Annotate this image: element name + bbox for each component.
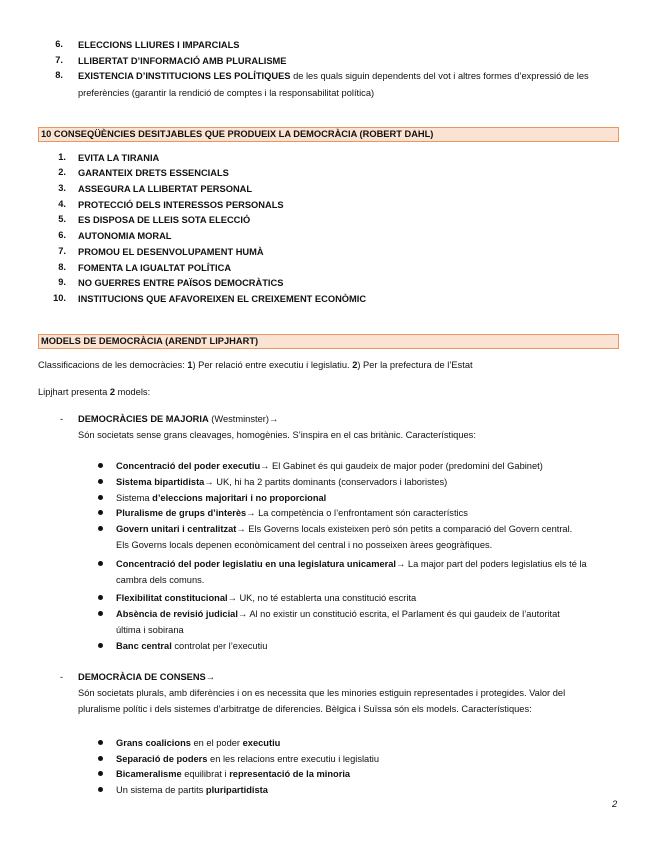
bullet-icon: [98, 611, 103, 616]
list-item: Govern unitari i centralitzat→ Els Governs locals existeixen però són petits a comparació del Govern central.: [116, 524, 573, 534]
models-intro: Lipjhart presenta 2 models:: [38, 387, 151, 397]
list-item: PROMOU EL DESENVOLUPAMENT HUMÀ: [78, 247, 264, 257]
bullet-icon: [98, 495, 103, 500]
list-item-continuation: preferències (garantir la rendició de comptes i la responsabilitat política): [78, 88, 375, 98]
model-title-majoria: DEMOCRÀCIES DE MAJORIA (Westminster)→: [78, 414, 279, 424]
list-number: 7.: [55, 55, 63, 65]
list-number: 6.: [55, 39, 63, 49]
list-number: 8.: [58, 262, 66, 272]
list-item: GARANTEIX DRETS ESSENCIALS: [78, 168, 229, 178]
list-item: PROTECCIÓ DELS INTERESSOS PERSONALS: [78, 200, 284, 210]
list-item-continuation: Els Governs locals depenen econòmicament del central i no posseixen àrees geogràfiques.: [116, 540, 493, 550]
list-item: ASSEGURA LA LLIBERTAT PERSONAL: [78, 184, 253, 194]
list-item: ES DISPOSA DE LLEIS SOTA ELECCIÓ: [78, 215, 251, 225]
list-item: Sistema bipartidista→ UK, hi ha 2 partits dominants (conservadors i laboristes): [116, 477, 448, 487]
list-number: 9.: [58, 277, 66, 287]
list-item: Banc central controlat per l’executiu: [116, 641, 268, 651]
list-item: FOMENTA LA IGUALTAT POLÍTICA: [78, 263, 232, 273]
model-title-consens: DEMOCRÀCIA DE CONSENS→: [78, 672, 216, 682]
list-item: AUTONOMIA MORAL: [78, 231, 172, 241]
bullet-icon: [98, 787, 103, 792]
list-item-continuation: última i sobirana: [116, 625, 184, 635]
bullet-icon: [98, 510, 103, 515]
list-item: LLIBERTAT D’INFORMACIÓ AMB PLURALISME: [78, 56, 287, 66]
list-number: 1.: [58, 152, 66, 162]
list-item-continuation: cambra dels comuns.: [116, 575, 205, 585]
list-item: Un sistema de partits pluripartidista: [116, 785, 268, 795]
bullet-icon: [98, 771, 103, 776]
bullet-icon: [98, 526, 103, 531]
dash-marker: -: [60, 672, 64, 682]
list-item: Sistema d’eleccions majoritari i no proporcional: [116, 493, 327, 503]
bullet-icon: [98, 740, 103, 745]
list-item: EXISTENCIA D’INSTITUCIONS LES POLÍTIQUES de les quals siguin dependents del vot i altres formes d’expressió de les: [78, 71, 589, 81]
page-number: 2: [612, 799, 618, 810]
bullet-icon: [98, 643, 103, 648]
list-item: Concentració del poder executiu→ El Gabinet és qui gaudeix de major poder (predomini del Gabinet): [116, 461, 543, 471]
bullet-icon: [98, 463, 103, 468]
list-item: NO GUERRES ENTRE PAÏSOS DEMOCRÀTICS: [78, 278, 284, 288]
list-item: Flexibilitat constitucional→ UK, no té establerta una constitució escrita: [116, 593, 417, 603]
section-header-dahl: 10 CONSEQÜÈNCIES DESITJABLES QUE PRODUEIX LA DEMOCRÀCIA (ROBERT DAHL): [38, 127, 619, 142]
list-item: Bicameralisme equilibrat i representació de la minoria: [116, 769, 351, 779]
list-number: 6.: [58, 230, 66, 240]
model-description-continuation: pluralisme polític i dels sistemes d’arbitratge de diferencies. Bèlgica i Suïssa són els models. Característiques:: [78, 704, 532, 714]
list-number: 10.: [53, 293, 66, 303]
list-number: 3.: [58, 183, 66, 193]
list-item: Separació de poders en les relacions entre executiu i legislatiu: [116, 754, 380, 764]
classification-paragraph: Classificacions de les democràcies: 1) Per relació entre executiu i legislatiu. 2) Per la prefectura de l’Estat: [38, 360, 473, 370]
list-number: 7.: [58, 246, 66, 256]
list-item: ELECCIONS LLIURES I IMPARCIALS: [78, 40, 240, 50]
list-item: INSTITUCIONS QUE AFAVOREIXEN EL CREIXEMENT ECONÒMIC: [78, 294, 367, 304]
list-number: 2.: [58, 167, 66, 177]
list-item: Concentració del poder legislatiu en una legislatura unicameral→ La major part del poders legislatius els té la: [116, 559, 587, 569]
list-item: EVITA LA TIRANIA: [78, 153, 160, 163]
list-item: Pluralisme de grups d’interès→ La competència o l’enfrontament són característics: [116, 508, 468, 518]
list-item: Grans coalicions en el poder executiu: [116, 738, 281, 748]
list-item: Absència de revisió judicial→ Al no existir un constitució escrita, el Parlament és qui gaudeix de l’autoritat: [116, 609, 560, 619]
list-number: 5.: [58, 214, 66, 224]
model-description: Són societats sense grans cleavages, homogènies. S’inspira en el cas britànic. Característiques:: [78, 430, 476, 440]
list-number: 8.: [55, 70, 63, 80]
bullet-icon: [98, 561, 103, 566]
model-description: Són societats plurals, amb diferències i on es necessita que les minories estiguin representades i protegides. Valor del: [78, 688, 566, 698]
section-header-lipjhart: MODELS DE DEMOCRÀCIA (ARENDT LIPJHART): [38, 334, 619, 349]
list-number: 4.: [58, 199, 66, 209]
bullet-icon: [98, 479, 103, 484]
bullet-icon: [98, 756, 103, 761]
dash-marker: -: [60, 414, 64, 424]
bullet-icon: [98, 595, 103, 600]
